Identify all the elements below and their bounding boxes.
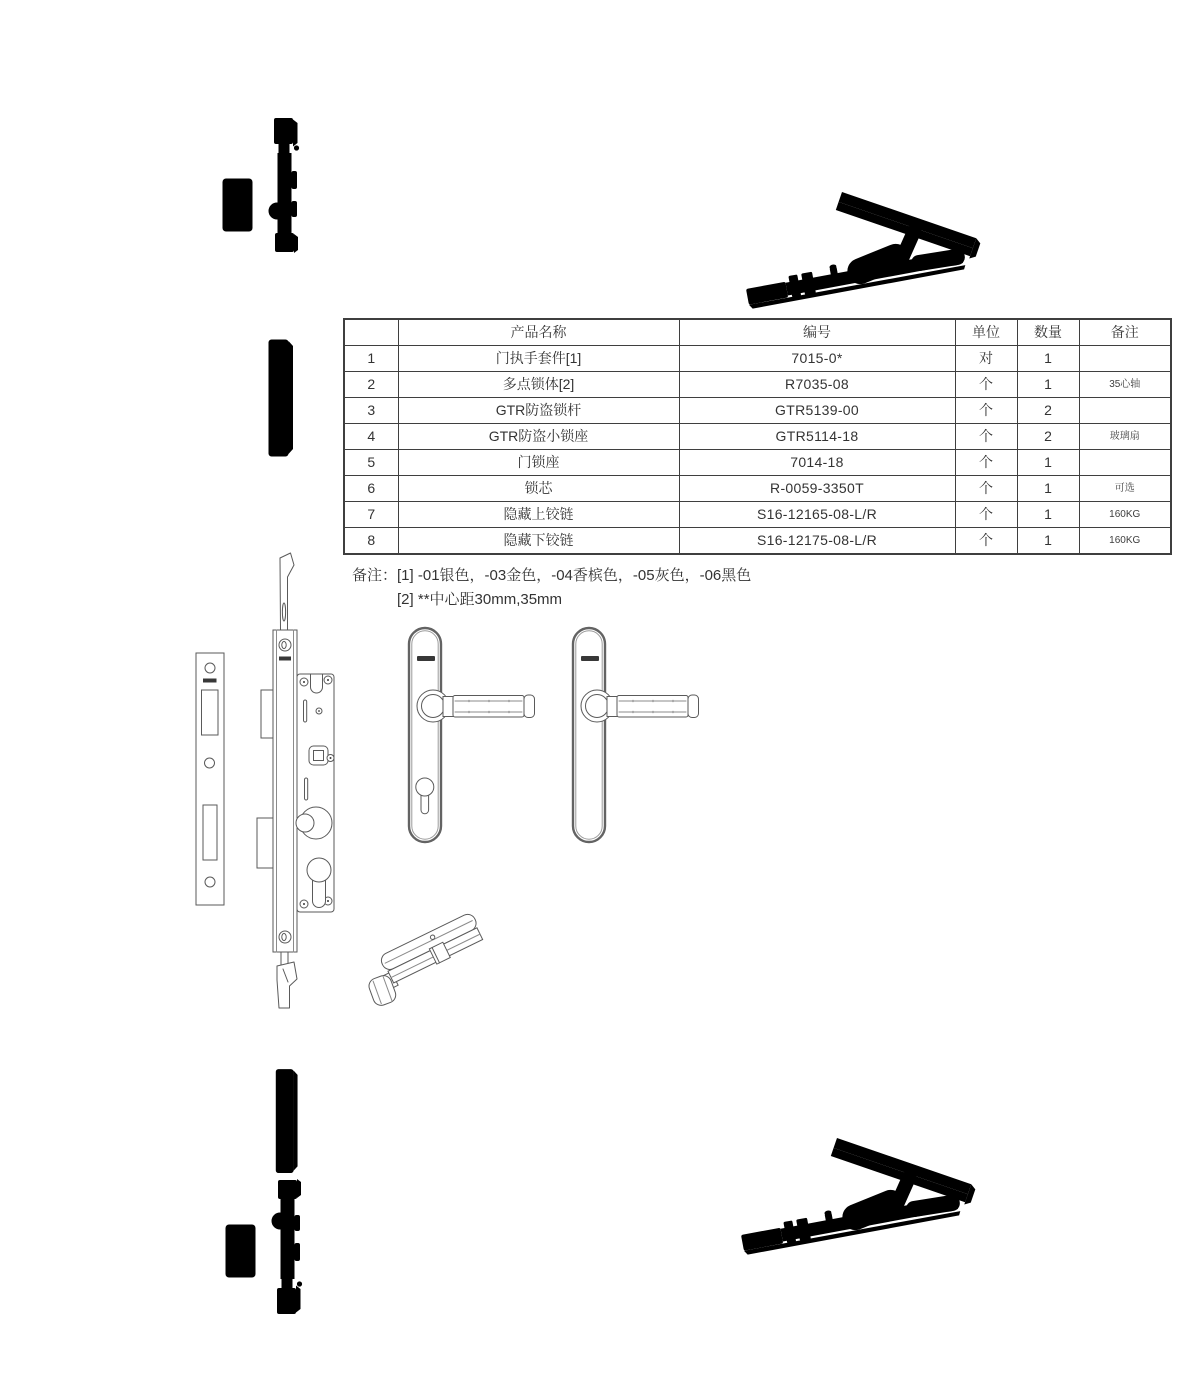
cell-code: S16-12165-08-L/R [679, 502, 955, 528]
multi-point-lock-body [257, 553, 334, 1008]
lever-handle [617, 696, 688, 718]
cell-index: 2 [344, 372, 398, 398]
cell-quantity: 2 [1017, 398, 1079, 424]
drawing-bottom-hinge [727, 1122, 987, 1277]
table-row [344, 424, 1171, 450]
drawing-lock-cylinder [358, 906, 499, 1006]
lever-handle [453, 696, 524, 718]
table-row [344, 398, 1171, 424]
cell-unit: 个 [955, 502, 1017, 528]
cell-code: R7035-08 [679, 372, 955, 398]
cell-unit: 个 [955, 528, 1017, 555]
cell-quantity: 1 [1017, 346, 1079, 372]
cell-code: R-0059-3350T [679, 476, 955, 502]
cell-code: GTR5139-00 [679, 398, 955, 424]
cell-product-name: 隐藏下铰链 [398, 528, 679, 555]
cell-remark [1079, 346, 1171, 372]
table-row [344, 346, 1171, 372]
cell-product-name: GTR防盗锁杆 [398, 398, 679, 424]
cell-code: GTR5114-18 [679, 424, 955, 450]
header-product-name: 产品名称 [398, 319, 679, 346]
drawing-strike-plate-and-lock-body [190, 550, 355, 1020]
cell-index: 4 [344, 424, 398, 450]
header-index [344, 319, 398, 346]
cell-unit: 对 [955, 346, 1017, 372]
cell-unit: 个 [955, 450, 1017, 476]
parts-table [343, 318, 1172, 555]
cell-remark [1079, 398, 1171, 424]
cell-index: 7 [344, 502, 398, 528]
cell-index: 5 [344, 450, 398, 476]
notes-lines [397, 564, 751, 612]
brand-mark [417, 656, 435, 661]
cell-code: 7014-18 [679, 450, 955, 476]
drawing-top-hinge [732, 176, 992, 331]
table-row [344, 372, 1171, 398]
cell-quantity: 1 [1017, 372, 1079, 398]
drawing-small-keeper-top [262, 336, 298, 461]
header-code: 编号 [679, 319, 955, 346]
cell-product-name: 门锁座 [398, 450, 679, 476]
cell-remark: 160KG [1079, 502, 1171, 528]
header-remark: 备注 [1079, 319, 1171, 346]
cell-code: S16-12175-08-L/R [679, 528, 955, 555]
header-quantity: 数量 [1017, 319, 1079, 346]
cell-unit: 个 [955, 372, 1017, 398]
cell-unit: 个 [955, 398, 1017, 424]
cell-index: 6 [344, 476, 398, 502]
cell-quantity: 1 [1017, 450, 1079, 476]
cell-product-name: 锁芯 [398, 476, 679, 502]
cell-remark: 玻璃扇 [1079, 424, 1171, 450]
table-header-row [344, 319, 1171, 346]
table-row [344, 502, 1171, 528]
cell-product-name: 多点锁体[2] [398, 372, 679, 398]
table-row [344, 528, 1171, 555]
cell-remark: 可选 [1079, 476, 1171, 502]
cell-unit: 个 [955, 424, 1017, 450]
strike-plate [196, 653, 224, 905]
notes [352, 564, 751, 612]
cell-remark: 160KG [1079, 528, 1171, 555]
table-row [344, 476, 1171, 502]
cell-unit: 个 [955, 476, 1017, 502]
cell-code: 7015-0* [679, 346, 955, 372]
cell-index: 8 [344, 528, 398, 555]
cell-quantity: 1 [1017, 476, 1079, 502]
cell-quantity: 1 [1017, 528, 1079, 555]
handle-front-plate [409, 628, 535, 842]
header-unit: 单位 [955, 319, 1017, 346]
cell-index: 3 [344, 398, 398, 424]
cell-product-name: 隐藏上铰链 [398, 502, 679, 528]
notes-label: 备注： [352, 567, 398, 584]
drawing-small-keeper-bottom [270, 1066, 302, 1177]
note-line-2: [2] **中心距30mm,35mm [397, 591, 563, 608]
cell-product-name: 门执手套件[1] [398, 346, 679, 372]
note-line-1: [1] -01银色，-03金色，-04香槟色，-05灰色，-06黑色 [397, 567, 752, 584]
brand-mark [581, 656, 599, 661]
drawing-handle-set [395, 615, 715, 865]
table-row [344, 450, 1171, 476]
cell-quantity: 2 [1017, 424, 1079, 450]
cell-product-name: GTR防盗小锁座 [398, 424, 679, 450]
cell-remark: 35心轴 [1079, 372, 1171, 398]
cell-index: 1 [344, 346, 398, 372]
cell-remark [1079, 450, 1171, 476]
parts-table-wrap [343, 318, 1172, 555]
drawing-espagnolette-rod-top [215, 112, 315, 252]
handle-back-plate [573, 628, 699, 842]
drawing-espagnolette-rod-bottom [213, 1178, 313, 1318]
cell-quantity: 1 [1017, 502, 1079, 528]
